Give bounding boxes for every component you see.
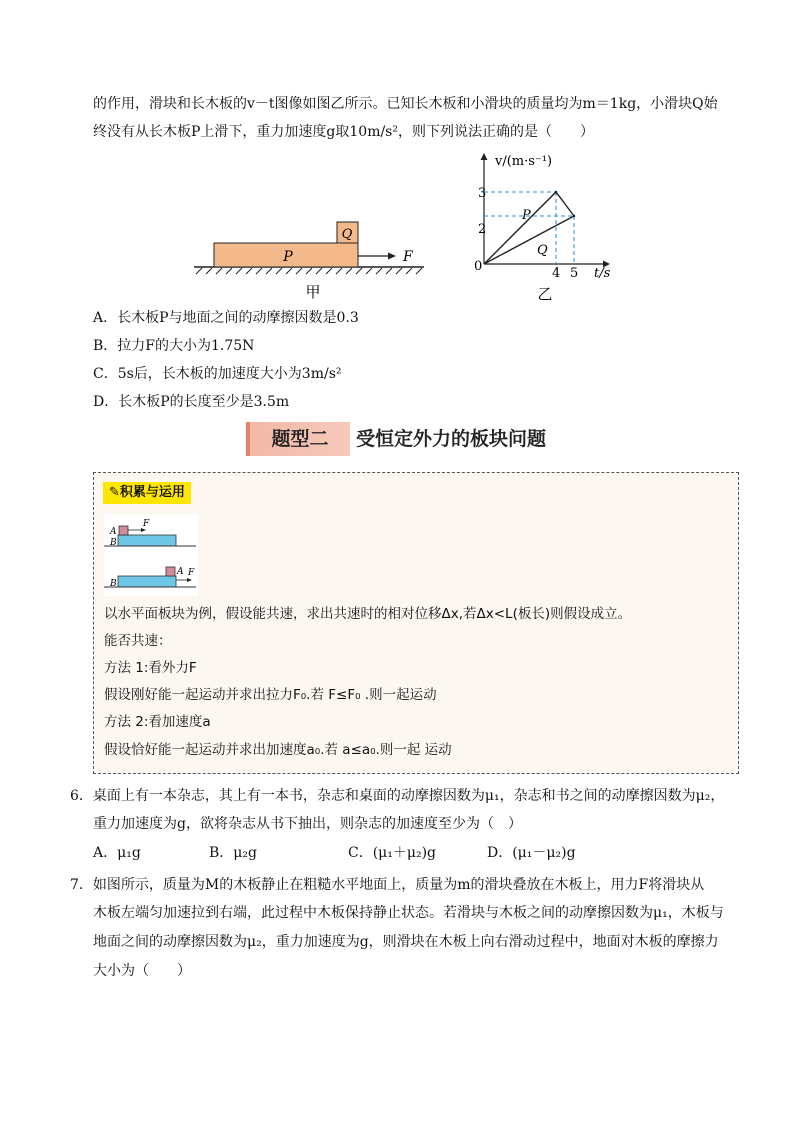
figure-jia-caption: 甲 [305,283,321,301]
block-a-bottom [166,567,175,576]
q6-option-a: A．μ₁g [93,845,141,861]
force-label: F [403,249,413,265]
ground-hatch [196,268,422,274]
tip-tag-text: 积累与运用 [119,485,185,500]
x-axis-label: t/s [594,266,611,281]
block-q-label: Q [341,227,353,242]
q6-option-b: B．μ₂g [209,845,257,861]
q6-option-d: D．(μ₁－μ₂)g [487,845,576,861]
block-a-top [119,526,128,535]
y-axis-arrow [481,153,488,160]
line-p-label: P [522,208,531,223]
board-b-top [118,535,176,546]
x-tick-5-label: 5 [570,266,579,281]
tip-line-3: 方法 1:看外力F [104,660,197,676]
q7-line-1: 7．如图所示，质量为M的木板静止在粗糙水平地面上，质量为m的滑块叠放在木板上，用力F将滑块从 [70,877,705,893]
origin-label: 0 [474,259,483,274]
tip-label-a2: A [177,567,184,577]
q5-option-b: B．拉力F的大小为1.75N [93,338,255,354]
figure-yi-chart [470,146,630,306]
y-axis-label: v/(m·s⁻¹) [495,154,553,169]
tip-label-a1: A [110,527,117,537]
series-line-q [484,216,574,264]
q7-line-4: 大小为（ ） [93,963,191,979]
section-badge-text: 题型二 [271,428,329,450]
tip-diagram [104,514,198,596]
q6-line-2: 重力加速度为g，欲将杂志从书下抽出，则杂志的加速度至少为（ ） [93,816,522,832]
q6-option-c: C．(μ₁＋μ₂)g [348,845,437,861]
pen-icon: ✎ [109,485,120,500]
tip-line-1: 以水平面板块为例，假设能共速，求出共速时的相对位移Δx,若Δx<L(板长)则假设成立。 [104,606,632,622]
board-p-label: P [283,249,293,265]
q5-option-d: D．长木板P的长度至少是3.5m [93,394,290,410]
q7-line-3: 地面之间的动摩擦因数为μ₂，重力加速度为g，则滑块在木板上向右滑动过程中，地面对木板的摩擦力 [93,934,719,950]
q5-option-c: C．5s后，长木板的加速度大小为3m/s² [93,366,342,382]
q6-line-1: 6．桌面上有一本杂志，其上有一本书，杂志和桌面的动摩擦因数为μ₁，杂志和书之间的动摩擦因数为μ₂， [70,788,725,804]
section-badge [246,422,350,456]
q5-option-a: A．长木板P与地面之间的动摩擦因数是0.3 [93,310,359,326]
tip-label-b1: B [110,538,117,548]
tip-tag [103,482,191,504]
tip-line-2: 能否共速： [104,633,172,649]
line-q-label: Q [537,243,548,258]
tip-label-b2: B [110,579,117,589]
tip-label-f1: F [143,519,150,529]
y-tick-3-label: 3 [478,186,487,201]
tip-label-f2: F [188,568,195,578]
series-line-p [484,192,574,264]
force-arrowhead [388,253,396,260]
q7-line-2: 木板左端匀加速拉到右端，此过程中木板保持静止状态。若滑块与木板之间的动摩擦因数为μ₁，木板与 [93,905,724,921]
board-b-bottom [118,576,176,587]
tip-line-6: 假设恰好能一起运动并求出加速度a₀.若 a≤a₀.则一起 运动 [104,742,452,758]
section-title: 受恒定外力的板块问题 [356,428,547,450]
intro-line-2: 终没有从长木板P上滑下，重力加速度g取10m/s²，则下列说法正确的是（ ） [93,124,594,140]
tip-line-5: 方法 2:看加速度a [104,714,211,730]
x-tick-4-label: 4 [552,266,561,281]
figure-yi-caption: 乙 [537,285,553,303]
data-point-p-1 [555,191,557,193]
tip-line-4: 假设刚好能一起运动并求出拉力F₀.若 F≤F₀ .则一起运动 [104,687,437,703]
figure-jia [190,212,430,302]
y-tick-2-label: 2 [478,222,487,237]
data-point-q-1 [573,215,575,217]
intro-line-1: 的作用，滑块和长木板的v－t图像如图乙所示。已知长木板和小滑块的质量均为m＝1kg，小滑块Q始 [93,96,718,112]
